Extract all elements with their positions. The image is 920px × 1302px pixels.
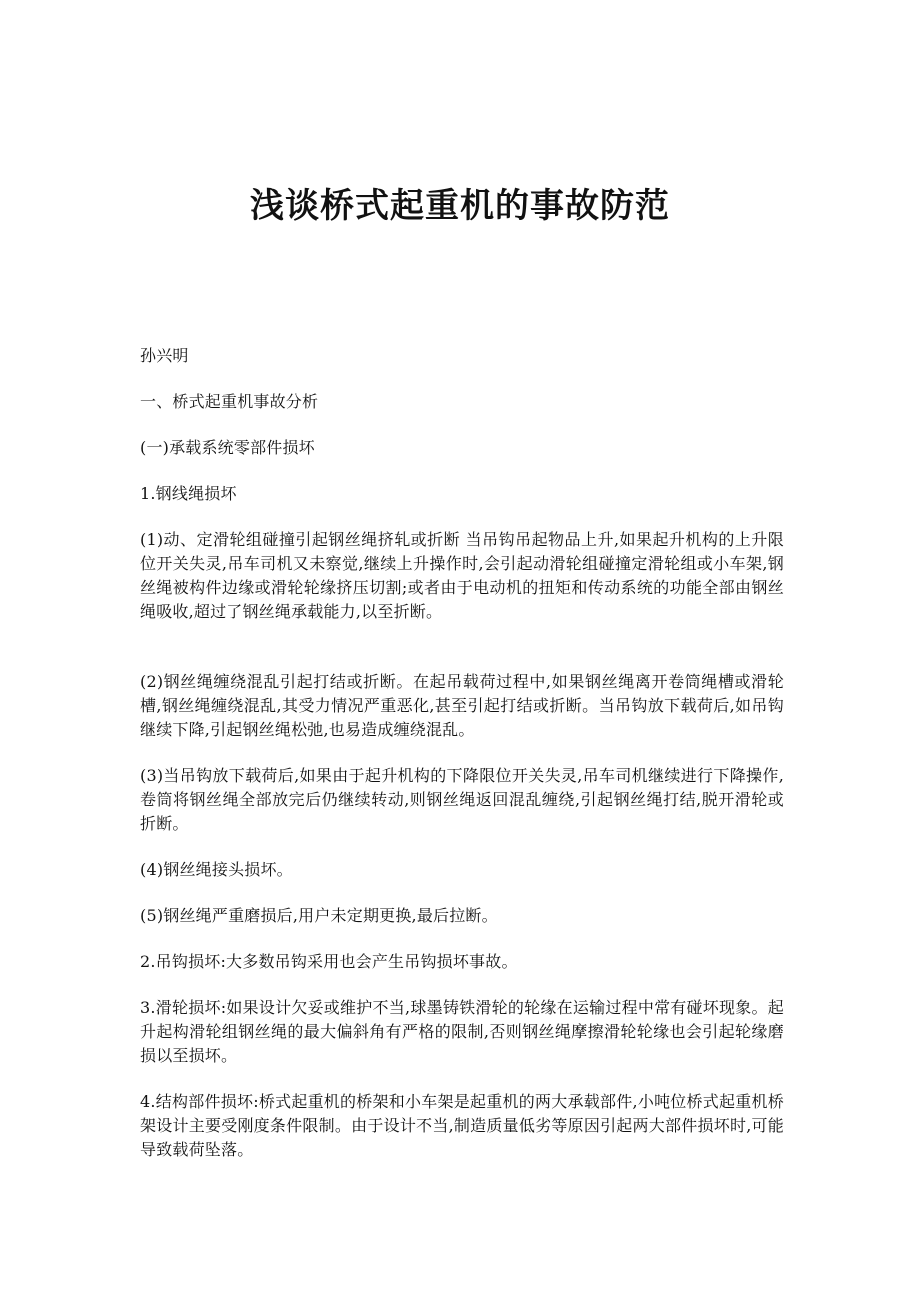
item-heading: 1.钢线绳损坏 xyxy=(140,484,237,503)
section-heading: 一、桥式起重机事故分析 xyxy=(140,392,319,411)
paragraph: (1)动、定滑轮组碰撞引起钢丝绳挤轧或折断 当吊钩吊起物品上升,如果起升机构的上升限位开关失灵,吊车司机又未察觉,继续上升操作时,会引起动滑轮组碰撞定滑轮组或小车架,钢丝绳被构件边缘或滑轮轮缘挤压切割;或者由于电动机的扭矩和传动系统的功能全部由钢丝绳吸收,超过了钢丝绳承载能力,以至折断。 xyxy=(140,530,784,621)
paragraph: (4)钢丝绳接头损坏。 xyxy=(140,860,293,879)
paragraph: (2)钢丝绳缠绕混乱引起打结或折断。在起吊载荷过程中,如果钢丝绳离开卷筒绳槽或滑轮槽,钢丝绳缠绕混乱,其受力情况严重恶化,甚至引起打结或折断。当吊钩放下载荷后,如吊钩继续下降,引起钢丝绳松弛,也易造成缠绕混乱。 xyxy=(140,672,784,739)
document-body xyxy=(140,344,784,1184)
paragraph: 2.吊钩损坏:大多数吊钩采用也会产生吊钩损坏事故。 xyxy=(140,952,518,971)
paragraph: 3.滑轮损坏:如果设计欠妥或维护不当,球墨铸铁滑轮的轮缘在运输过程中常有碰坏现象。起升起构滑轮组钢丝绳的最大偏斜角有严格的限制,否则钢丝绳摩擦滑轮轮缘也会引起轮缘磨损以至损坏。 xyxy=(140,998,784,1065)
paragraph: 4.结构部件损坏:桥式起重机的桥架和小车架是起重机的两大承载部件,小吨位桥式起重机桥架设计主要受刚度条件限制。由于设计不当,制造质量低劣等原因引起两大部件损坏时,可能导致载荷坠落。 xyxy=(140,1092,784,1159)
author-line: 孙兴明 xyxy=(140,346,189,365)
paragraph: (5)钢丝绳严重磨损后,用户未定期更换,最后拉断。 xyxy=(140,906,498,925)
document-title: 浅谈桥式起重机的事故防范 xyxy=(250,186,670,226)
paragraph: (3)当吊钩放下载荷后,如果由于起升机构的下降限位开关失灵,吊车司机继续进行下降操作,卷筒将钢丝绳全部放完后仍继续转动,则钢丝绳返回混乱缠绕,引起钢丝绳打结,脱开滑轮或折断。 xyxy=(140,766,784,833)
subsection-heading: (一)承载系统零部件损坏 xyxy=(140,438,315,457)
